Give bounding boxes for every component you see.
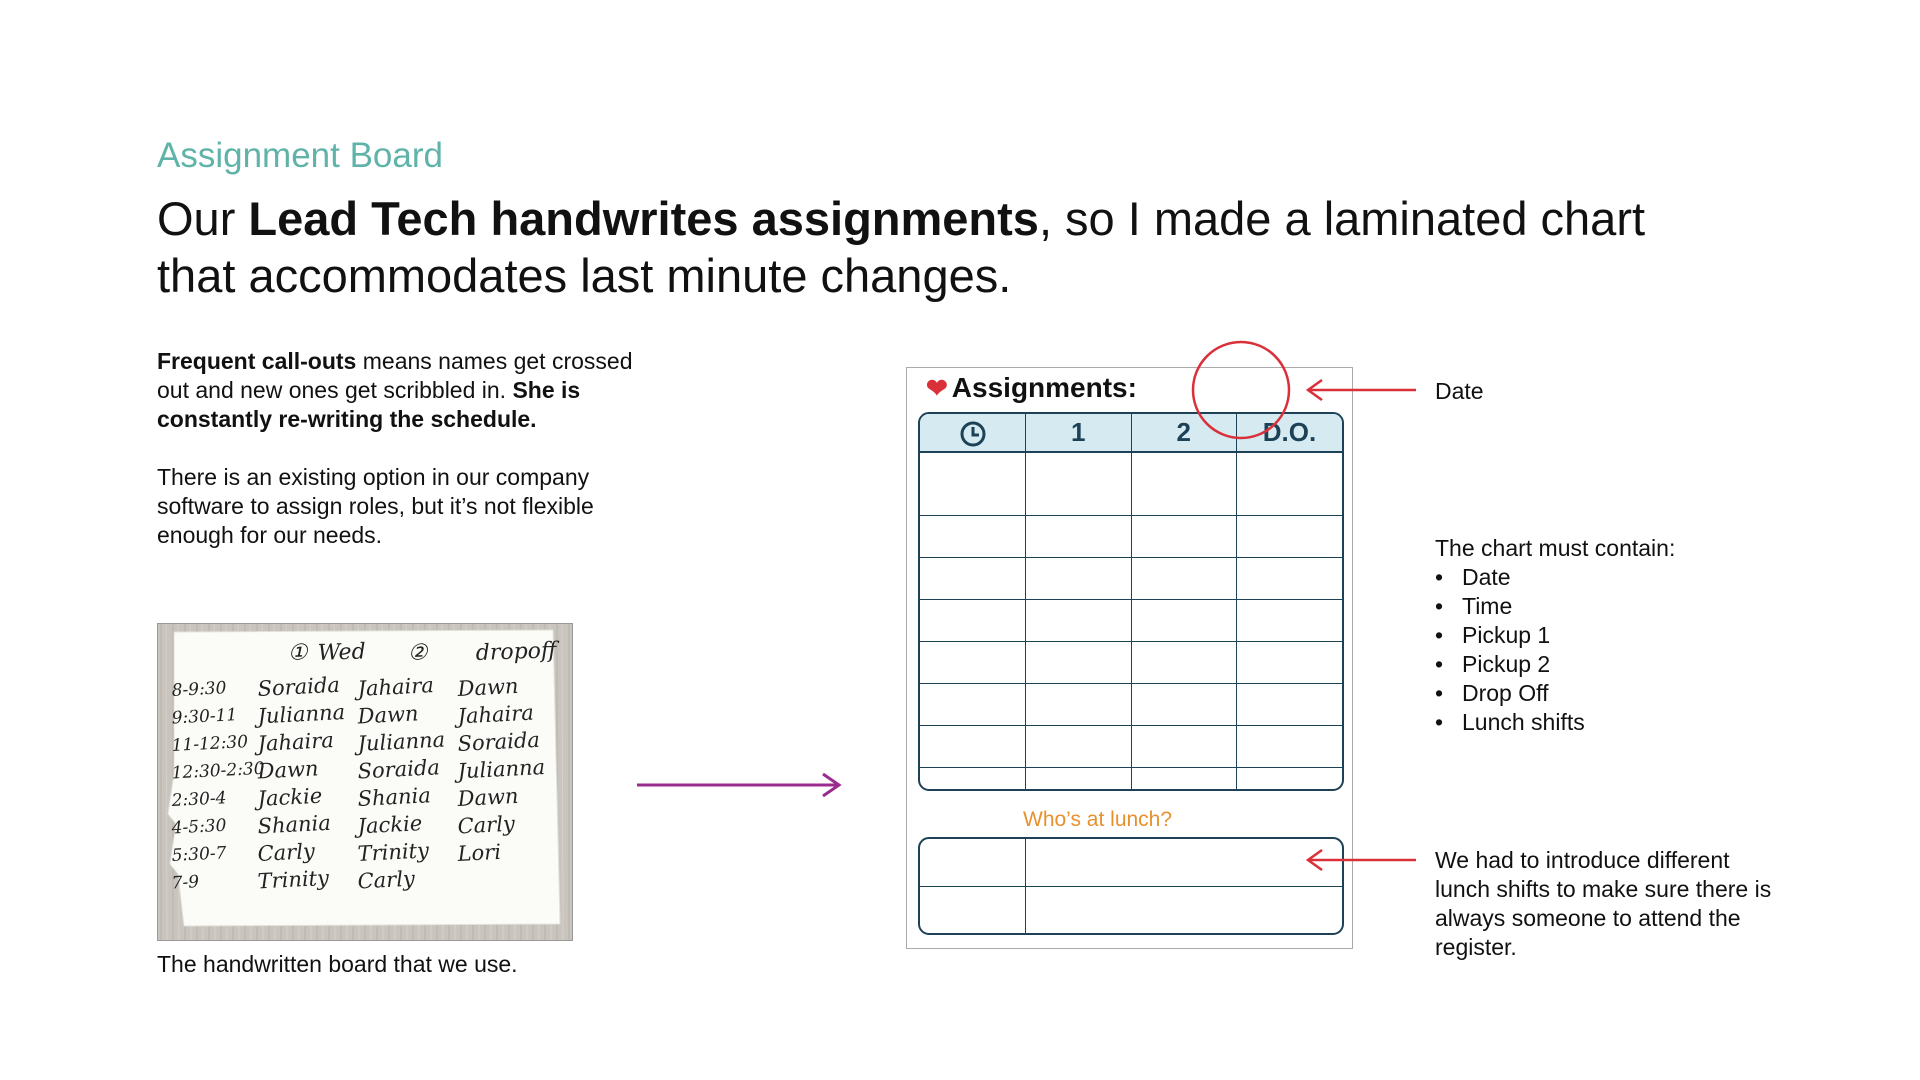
board-name-cell: Shania	[357, 783, 432, 811]
lunch-row	[920, 886, 1342, 933]
requirement-item: • Time	[1435, 592, 1675, 621]
description	[157, 347, 637, 579]
board-name-cell: Jackie	[257, 783, 323, 811]
desc-bold-2: She is constantly re-writing the schedule.	[157, 377, 581, 432]
lunch-shift-note: We had to introduce different lunch shifts to make sure there is always someone to attend the register.	[1435, 847, 1772, 960]
requirement-item: • Pickup 1	[1435, 621, 1675, 650]
grid-row	[920, 599, 1342, 641]
board-time-cell: 4-5:30	[171, 815, 227, 839]
grid-row	[920, 642, 1342, 684]
headline-pre: Our	[157, 192, 249, 245]
board-name-cell: Soraida	[257, 672, 341, 701]
board-time-cell: 11-12:30	[171, 732, 249, 756]
eyebrow-title: Assignment Board	[157, 136, 443, 175]
board-name-cell: Trinity	[257, 865, 330, 894]
board-time-cell: 9:30-11	[171, 705, 238, 729]
grid-row	[920, 684, 1342, 726]
desc-text-1: means names get crossed out and new ones get scribbled in.	[157, 348, 633, 403]
board-name-cell: Lori	[457, 839, 502, 866]
sheet-title	[926, 372, 1137, 404]
board-name-cell: Carly	[457, 811, 516, 839]
requirement-item: • Drop Off	[1435, 679, 1675, 708]
desc-bold-1: Frequent call-outs	[157, 348, 357, 374]
headline-post: , so I made a laminated chart that accommodates last minute changes.	[157, 192, 1646, 302]
lunch-label: Who’s at lunch?	[1023, 808, 1173, 831]
lunch-row	[920, 839, 1342, 886]
assignments-grid	[918, 412, 1344, 791]
headline	[157, 190, 1657, 304]
purple-arrow-icon	[637, 770, 847, 800]
headline-bold: Lead Tech handwrites assignments	[248, 192, 1039, 245]
board-header-cell: dropoff	[475, 638, 557, 666]
handwritten-board-drawing	[158, 624, 572, 940]
grid-header-pickup-1: 1	[1026, 414, 1132, 452]
board-name-cell: Dawn	[457, 783, 520, 811]
board-time-cell: 12:30-2:30	[171, 758, 266, 784]
board-name-cell: Carly	[357, 866, 416, 894]
grid-row	[920, 557, 1342, 599]
board-header-cell: Wed	[317, 639, 367, 666]
board-name-cell: Dawn	[457, 673, 520, 701]
board-name-cell: Trinity	[357, 838, 430, 866]
board-name-cell: Soraida	[357, 755, 441, 784]
board-time-cell: 2:30-4	[171, 788, 227, 811]
grid-row	[920, 515, 1342, 557]
grid-row	[920, 726, 1342, 768]
grid-header-row	[920, 414, 1342, 452]
board-time-cell: 7-9	[171, 872, 200, 894]
grid-row	[920, 452, 1342, 515]
grid-header-time	[920, 414, 1026, 452]
heart-icon: ❤	[926, 373, 948, 403]
board-name-cell: Carly	[257, 839, 316, 866]
lunch-grid	[918, 837, 1344, 935]
description-paragraph-2: There is an existing option in our company software to assign roles, but it’s not flexible enough for our needs.	[157, 464, 594, 548]
requirement-item: • Pickup 2	[1435, 650, 1675, 679]
board-name-cell: Julianna	[257, 699, 346, 729]
board-name-cell: Shania	[257, 810, 332, 839]
description-paragraph-1	[157, 347, 637, 434]
date-callout-label: Date	[1435, 378, 1484, 404]
requirements-list	[1435, 534, 1675, 737]
board-name-cell: Jahaira	[457, 700, 535, 729]
board-name-cell: Soraida	[457, 727, 541, 756]
requirements-title: The chart must contain:	[1435, 535, 1676, 561]
board-header-cell: ①	[287, 640, 308, 666]
board-name-cell: Jahaira	[357, 673, 435, 701]
grid-header-pickup-2: 2	[1131, 414, 1237, 452]
board-name-cell: Jackie	[357, 811, 423, 839]
board-name-cell: Julianna	[357, 727, 446, 756]
requirement-item: • Lunch shifts	[1435, 708, 1675, 737]
requirement-item: • Date	[1435, 563, 1675, 592]
board-name-cell: Dawn	[357, 701, 420, 729]
handwritten-board-photo	[157, 623, 573, 941]
photo-caption: The handwritten board that we use.	[157, 951, 518, 977]
clock-icon	[958, 419, 988, 449]
board-time-cell: 8-9:30	[171, 678, 227, 701]
grid-header-drop-off: D.O.	[1237, 414, 1343, 452]
board-name-cell: Jahaira	[257, 728, 335, 756]
board-name-cell: Julianna	[457, 754, 546, 784]
board-header-cell: ②	[407, 640, 428, 666]
grid-row	[920, 768, 1342, 789]
board-name-cell: Dawn	[257, 756, 320, 784]
board-time-cell: 5:30-7	[171, 843, 227, 866]
sheet-title-text: Assignments:	[951, 372, 1137, 403]
